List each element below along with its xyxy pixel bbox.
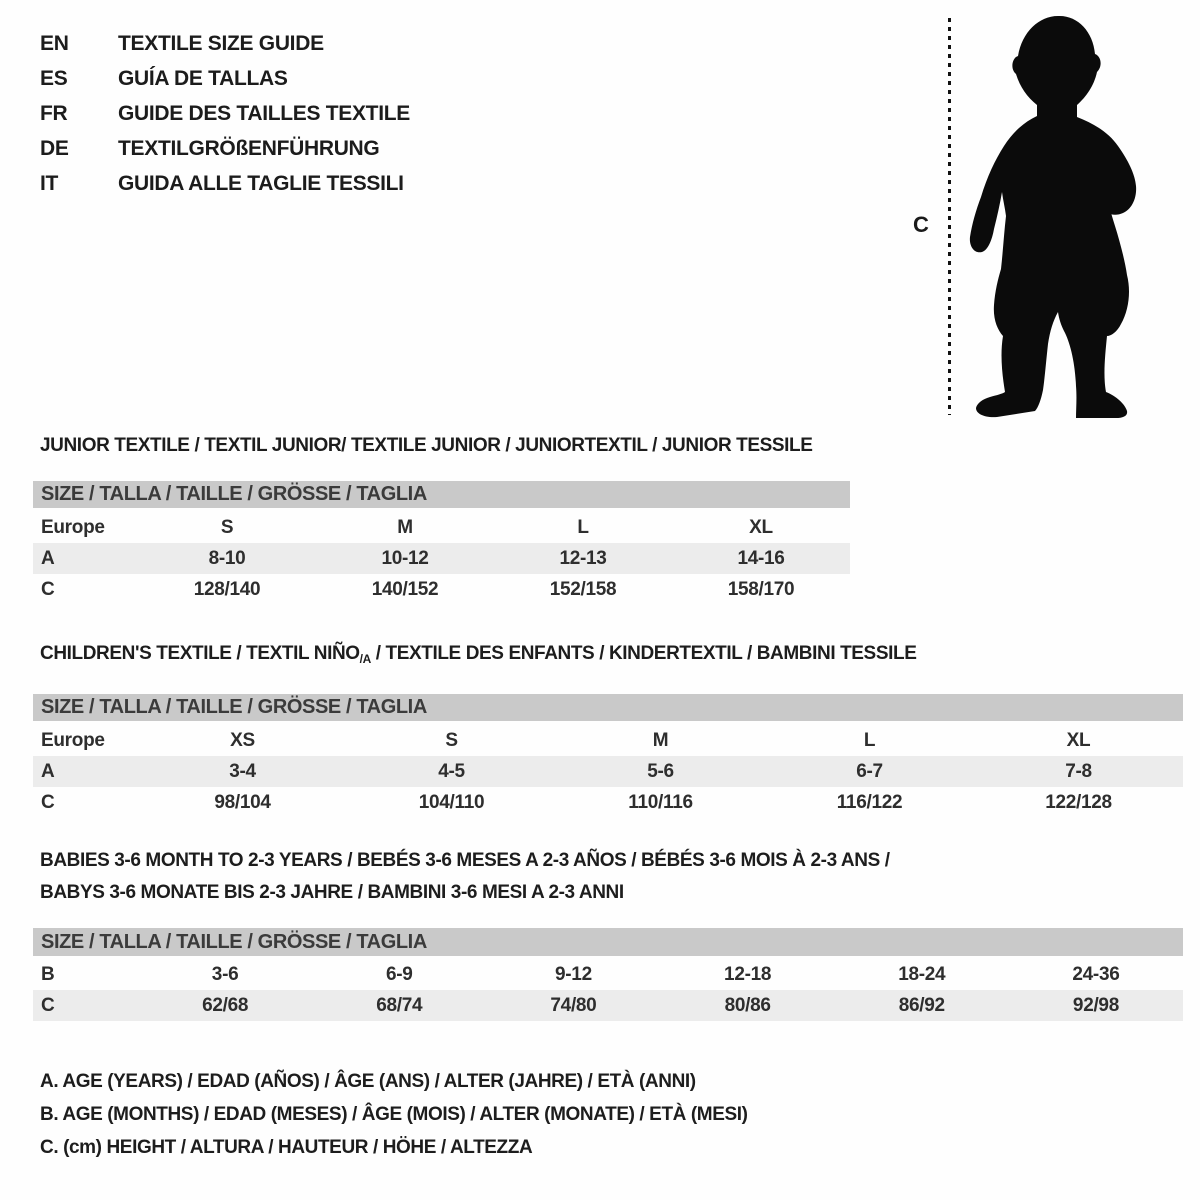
table-row xyxy=(33,574,850,605)
toddler-silhouette-icon xyxy=(957,13,1147,423)
language-row xyxy=(40,61,410,96)
children-title-rest: / TEXTILE DES ENFANTS / KINDERTEXTIL / BAMBINI TESSILE xyxy=(370,643,917,664)
size-cell: 14-16 xyxy=(737,547,785,569)
children-size-table xyxy=(33,694,1183,818)
size-header-bar: SIZE / TALLA / TAILLE / GRÖSSE / TAGLIA xyxy=(33,481,850,508)
size-cell: XS xyxy=(230,729,255,751)
babies-section-title-line1: BABIES 3-6 MONTH TO 2-3 YEARS / BEBÉS 3-6 MESES A 2-3 AÑOS / BÉBÉS 3-6 MOIS À 2-3 ANS / xyxy=(40,850,890,871)
children-title-subscript: /A xyxy=(359,652,371,666)
size-cell: S xyxy=(220,516,234,538)
measure-legend xyxy=(40,1071,748,1170)
legend-line-c: C. (cm) HEIGHT / ALTURA / HAUTEUR / HÖHE / ALTEZZA xyxy=(40,1137,533,1158)
size-cell: 3-4 xyxy=(229,760,256,782)
table-row xyxy=(33,756,1183,787)
size-cell: M xyxy=(652,729,669,751)
size-cell: 24-36 xyxy=(1072,963,1120,985)
size-cell: 8-10 xyxy=(208,547,246,569)
size-cell: L xyxy=(863,729,876,751)
row-label: Europe xyxy=(41,516,105,538)
children-section-title xyxy=(40,643,916,666)
size-cell: 80/86 xyxy=(724,994,771,1016)
size-cell: 74/80 xyxy=(550,994,597,1016)
table-row xyxy=(33,543,850,574)
language-code: EN xyxy=(40,31,69,55)
language-row xyxy=(40,96,410,131)
language-row xyxy=(40,26,410,61)
height-measure-label: C xyxy=(913,212,929,237)
babies-section-title-line2: BABYS 3-6 MONATE BIS 2-3 JAHRE / BAMBINI 3-6 MESI A 2-3 ANNI xyxy=(40,882,624,903)
size-cell: 12-18 xyxy=(724,963,772,985)
size-cell: 68/74 xyxy=(376,994,423,1016)
language-code: FR xyxy=(40,101,68,125)
size-cell: 62/68 xyxy=(202,994,249,1016)
language-title: TEXTILGRÖßENFÜHRUNG xyxy=(118,136,380,160)
height-dashed-line xyxy=(948,18,951,415)
size-cell: 5-6 xyxy=(647,760,674,782)
language-code: ES xyxy=(40,66,68,90)
size-cell: S xyxy=(445,729,458,751)
row-label: Europe xyxy=(41,729,105,751)
size-cell: L xyxy=(577,516,589,538)
row-label: C xyxy=(41,791,55,813)
table-row xyxy=(33,725,1183,756)
row-label: A xyxy=(41,547,55,569)
row-label: B xyxy=(41,963,55,985)
size-cell: 4-5 xyxy=(438,760,465,782)
size-cell: 6-9 xyxy=(385,963,413,985)
table-row xyxy=(33,959,1183,990)
language-title: GUIDE DES TAILLES TEXTILE xyxy=(118,101,410,125)
size-cell: 110/116 xyxy=(628,791,693,813)
language-code: DE xyxy=(40,136,69,160)
babies-size-table xyxy=(33,928,1183,1021)
size-cell: XL xyxy=(1066,729,1091,751)
language-row xyxy=(40,166,410,201)
legend-line-a: A. AGE (YEARS) / EDAD (AÑOS) / ÂGE (ANS) / ALTER (JAHRE) / ETÀ (ANNI) xyxy=(40,1071,696,1092)
language-title: GUÍA DE TALLAS xyxy=(118,66,288,90)
table-row xyxy=(33,990,1183,1021)
legend-line-b: B. AGE (MONTHS) / EDAD (MESES) / ÂGE (MOIS) / ALTER (MONATE) / ETÀ (MESI) xyxy=(40,1104,748,1125)
row-label: C xyxy=(41,578,55,600)
row-label: C xyxy=(41,994,55,1016)
size-cell: 92/98 xyxy=(1072,994,1119,1016)
size-cell: 152/158 xyxy=(549,578,617,600)
size-header-bar: SIZE / TALLA / TAILLE / GRÖSSE / TAGLIA xyxy=(33,694,1183,721)
size-cell: 104/110 xyxy=(418,791,485,813)
language-list xyxy=(40,26,410,201)
size-cell: XL xyxy=(749,516,773,538)
size-cell: 7-8 xyxy=(1065,760,1092,782)
language-row xyxy=(40,131,410,166)
size-cell: 9-12 xyxy=(555,963,592,985)
size-cell: 122/128 xyxy=(1045,791,1112,813)
size-cell: 6-7 xyxy=(856,760,883,782)
size-cell: 10-12 xyxy=(381,547,429,569)
size-cell: 128/140 xyxy=(193,578,261,600)
size-header-bar: SIZE / TALLA / TAILLE / GRÖSSE / TAGLIA xyxy=(33,928,1183,956)
size-cell: 3-6 xyxy=(211,963,239,985)
size-cell: M xyxy=(397,516,413,538)
size-cell: 18-24 xyxy=(898,963,946,985)
language-title: TEXTILE SIZE GUIDE xyxy=(118,31,324,55)
size-cell: 158/170 xyxy=(727,578,795,600)
junior-section-title: JUNIOR TEXTILE / TEXTIL JUNIOR/ TEXTILE JUNIOR / JUNIORTEXTIL / JUNIOR TESSILE xyxy=(40,435,813,456)
language-title: GUIDA ALLE TAGLIE TESSILI xyxy=(118,171,404,195)
junior-size-table xyxy=(33,481,850,605)
children-title-main: CHILDREN'S TEXTILE / TEXTIL NIÑO xyxy=(40,643,360,664)
row-label: A xyxy=(41,760,55,782)
table-row xyxy=(33,787,1183,818)
table-row xyxy=(33,512,850,543)
size-cell: 116/122 xyxy=(836,791,903,813)
size-cell: 12-13 xyxy=(559,547,607,569)
size-cell: 86/92 xyxy=(898,994,945,1016)
size-cell: 140/152 xyxy=(371,578,439,600)
language-code: IT xyxy=(40,171,59,195)
size-cell: 98/104 xyxy=(214,791,271,813)
